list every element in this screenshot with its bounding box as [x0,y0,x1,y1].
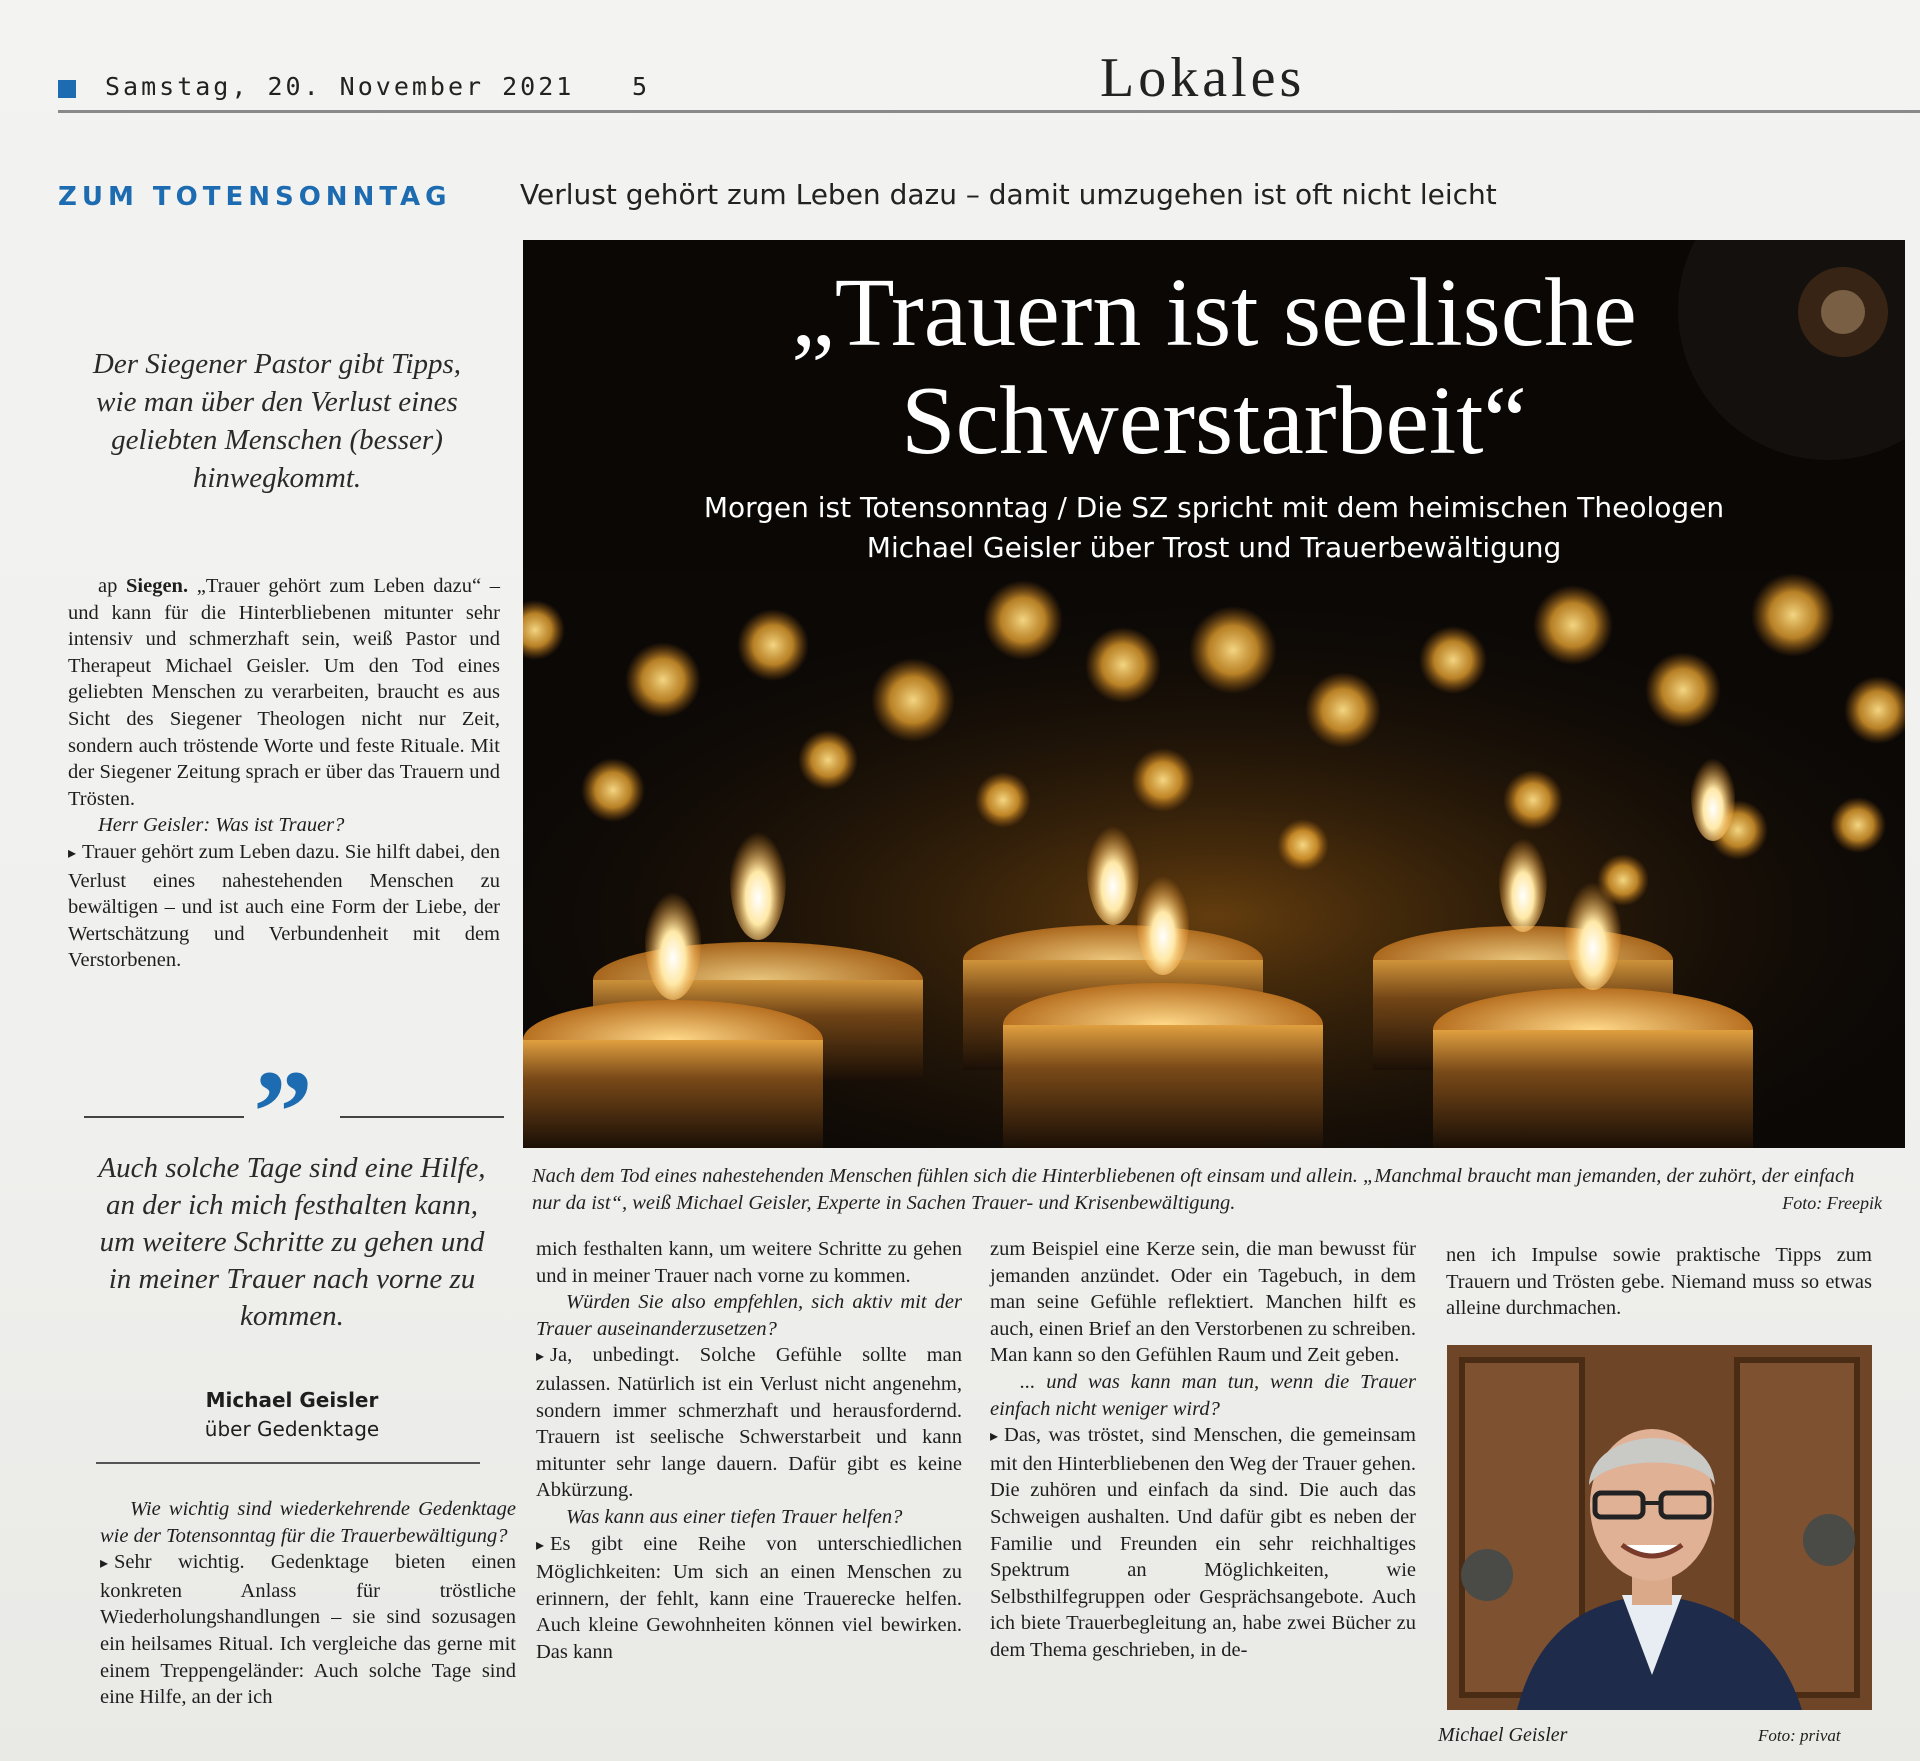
section-title: Lokales [1100,47,1306,109]
pull-quote-attribution [92,1386,492,1444]
answer-1: ▸ Trauer gehört zum Leben dazu. Sie hilft dabei, den Verlust eines nahestehenden Menschen zu bewältigen – und ist auch eine Form der Liebe, der Wertschätzung und Verbundenheit mit dem Verstorbenen. [68,839,500,974]
article-column-2 [536,1236,962,1666]
answer-5: ▸ Das, was tröstet, sind Menschen, die gemeinsam mit den Hinterbliebenen den Weg der Trauer gehen. Die zuhören und einfach da sind. Die auch das Schweigen aushalten. Und dafür gibt es neben der Familie und Freunden ein sehr reichhaltiges Spektrum an Möglichkeiten, wie Selbsthilfegruppen oder Gesprächsangebote. Auch ich biete Trauerbegleitung an, habe zwei Bücher zu dem Thema geschrieben, in de- [990,1422,1416,1663]
column-4-continuation: nen ich Impulse sowie praktische Tipps zum Trauern und Trösten gebe. Niemand muss so etwas alleine durchmachen. [1446,1244,1872,1320]
photo-caption [532,1163,1882,1217]
subheadline-line-2: Michael Geisler über Trost und Trauerbewältigung [866,531,1562,564]
candles-photo [523,240,1905,1148]
question-2: Wie wichtig sind wiederkehrende Gedenktage wie der Totensonntag für die Trauerbewältigung? [100,1498,516,1547]
question-3: Würden Sie also empfehlen, sich aktiv mit der Trauer auseinanderzusetzen? [536,1291,962,1340]
pull-quote: Auch solche Tage sind eine Hilfe, an der ich mich festhalten kann, um weitere Schritte zu gehen und in meiner Trauer nach vorne zu kommen. [98,1152,486,1332]
pull-quote-context: über Gedenktage [204,1417,380,1441]
pull-quote-author: Michael Geisler [205,1388,379,1412]
photo-credit: Foto: Freepik [1782,1193,1882,1213]
page-number: 5 [632,72,648,101]
quote-mark-icon: ” [253,1045,313,1178]
column-2-continuation: mich festhalten kann, um weitere Schritte zu gehen und in meiner Trauer nach vorne zu kommen. [536,1238,962,1287]
answer-2: ▸ Sehr wichtig. Gedenktage bieten einen konkreten Anlass für tröstliche Wiederholungshandlungen – sie sind sozusagen ein heilsames Ritual. Ich vergleiche das gerne mit einem Treppengeländer: Auch solche Tage sind eine Hilfe, an der ich [100,1549,516,1711]
question-4: Was kann aus einer tiefen Trauer helfen? [566,1505,903,1528]
quote-rule-right [340,1116,504,1118]
portrait-photo [1447,1345,1872,1710]
article-column-1a [68,573,500,974]
intro-paragraph: „Trauer gehört zum Leben dazu“ – und kann für die Hinterbliebenen mitunter sehr intensiv und schmerzhaft sein, weiß Pastor und Therapeut Michael Geisler. Um den Tod eines geliebten Menschen zu verarbeiten, braucht es aus Sicht des Siegener Theologen nicht nur Zeit, sondern auch tröstende Worte und feste Rituale. Mit der Siegener Zeitung sprach er über das Trauern und Trösten. [68,575,500,810]
section-marker-square [58,80,76,98]
question-5: ... und was kann man tun, wenn die Trauer einfach nicht weniger wird? [990,1370,1416,1420]
issue-date: Samstag, 20. November 2021 [105,72,575,101]
answer-4: ▸ Es gibt eine Reihe von unterschiedlichen Möglichkeiten: Um sich an einen Menschen zu erinnern, der fehlt, kann eine Trauerecke helfen. Auch kleine Gewohnheiten können viel bewirken. Das kann [536,1531,962,1666]
question-1: Herr Geisler: Was ist Trauer? [98,814,345,837]
photo-caption-text: Nach dem Tod eines nahestehenden Menschen fühlen sich die Hinterbliebenen oft einsam und allein. „Manchmal braucht man jemanden, der zuhört, der einfach nur da ist“, weiß Michael Geisler, Experte in Sachen Trauer- und Krisenbewältigung. [532,1165,1855,1214]
dateline-prefix: ap [98,575,127,597]
pull-quote-bottom-rule [96,1462,480,1464]
portrait-caption: Michael Geisler [1438,1724,1568,1746]
subheadline-line-1: Morgen ist Totensonntag / Die SZ spricht mit dem heimischen Theologen [703,491,1725,524]
article-column-1b [100,1496,516,1711]
headline-line-2: Schwerstarbeit“ [901,367,1527,475]
header-rule [58,110,1920,113]
headline-line-1: „Trauern ist seelische [791,259,1637,367]
article-column-3 [990,1236,1416,1664]
portrait-credit: Foto: privat [1758,1726,1841,1745]
kicker-label: ZUM TOTENSONNTAG [58,182,452,212]
quote-rule-left [84,1116,244,1118]
portrait-illustration [1447,1345,1872,1710]
answer-3: ▸ Ja, unbedingt. Solche Gefühle sollte man zulassen. Natürlich ist ein Verlust nicht angenehm, sondern immer schmerzhaft und herausfordernd. Trauern ist seelische Schwerstarbeit und kann mitunter sehr lange dauern. Dafür gibt es keine Abkürzung. [536,1342,962,1504]
dateline-city: Siegen. [126,575,189,597]
column-3-continuation: zum Beispiel eine Kerze sein, die man bewusst für jemanden anzündet. Oder ein Tagebuch, in dem man seine Gefühle reflektiert. Manchen hilft es auch, einen Brief an den Verstorbenen zu schreiben. Man kann so den Gefühlen Raum und Zeit geben. [990,1238,1416,1367]
article-column-4 [1446,1242,1872,1322]
kicker-subtitle: Verlust gehört zum Leben dazu – damit umzugehen ist oft nicht leicht [520,178,1497,211]
teaser: Der Siegener Pastor gibt Tipps, wie man über den Verlust eines geliebten Menschen (besser) hinwegkommt. [92,348,462,494]
